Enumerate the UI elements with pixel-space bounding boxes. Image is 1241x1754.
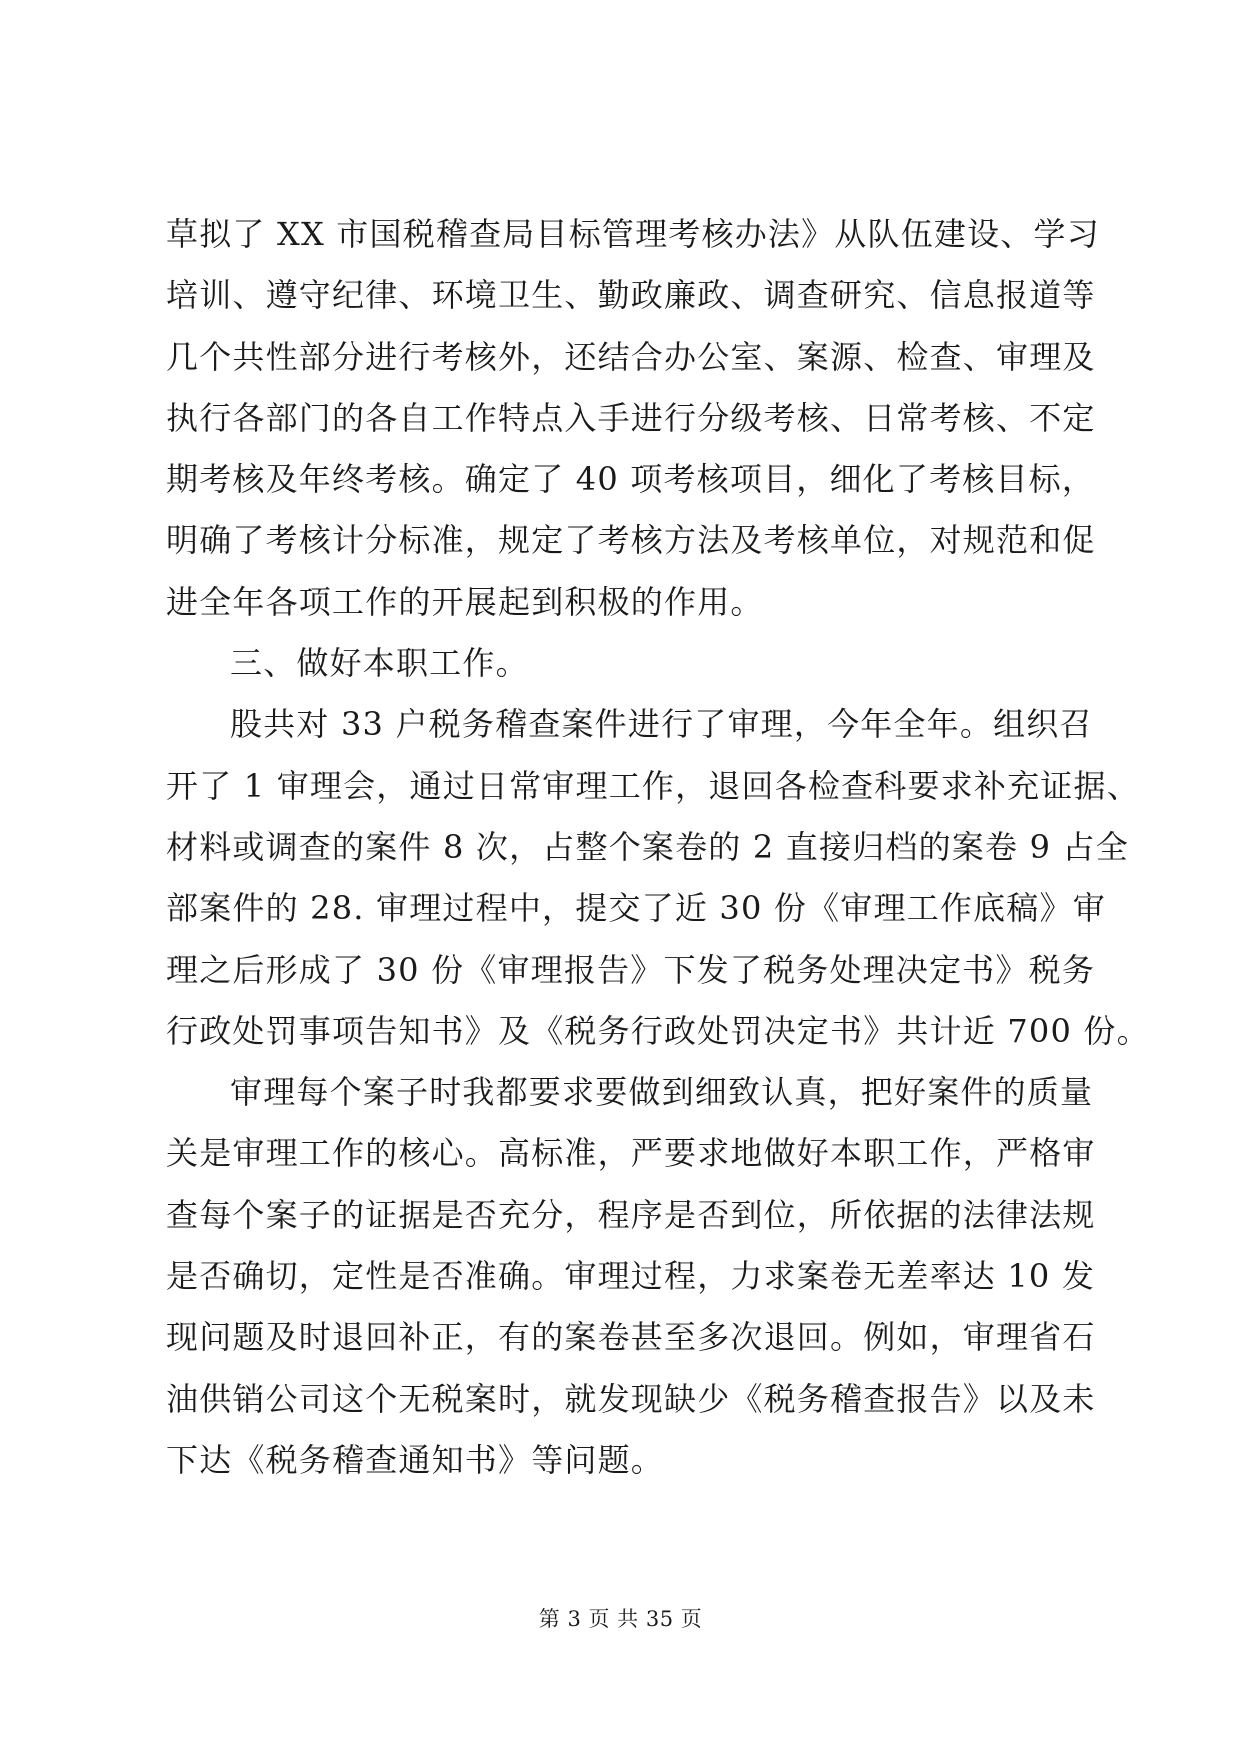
text-line: 是否确切，定性是否准确。审理过程，力求案卷无差率达 10 发 [166,1257,1096,1296]
text-line: 查每个案子的证据是否充分，程序是否到位，所依据的法律法规 [166,1195,1096,1234]
text-line: 明确了考核计分标准，规定了考核方法及考核单位，对规范和促 [166,521,1096,560]
page-footer: 第 3 页 共 35 页 [538,1607,703,1631]
text-line: 关是审理工作的核心。高标准，严要求地做好本职工作，严格审 [166,1134,1096,1173]
text-line: 执行各部门的各自工作特点入手进行分级考核、日常考核、不定 [166,398,1096,437]
text-line: 审理每个案子时我都要求要做到细致认真，把好案件的质量 [230,1073,1094,1112]
text-line: 期考核及年终考核。确定了 40 项考核项目，细化了考核目标， [166,460,1096,499]
text-line: 理之后形成了 30 份《审理报告》下发了税务处理决定书》税务 [166,950,1096,989]
text-line: 油供销公司这个无税案时，就发现缺少《税务稽查报告》以及未 [166,1379,1096,1418]
text-line: 部案件的 28. 审理过程中，提交了近 30 份《审理工作底稿》审 [166,889,1106,928]
text-line: 开了 1 审理会，通过日常审理工作，退回各检查科要求补充证据、 [166,766,1140,805]
text-line: 草拟了 XX 市国税稽查局目标管理考核办法》从队伍建设、学习 [166,215,1100,253]
text-line: 现问题及时退回补正，有的案卷甚至多次退回。例如，审理省石 [166,1318,1096,1357]
text-line: 材料或调查的案件 8 次，占整个案卷的 2 直接归档的案卷 9 占全 [166,827,1129,866]
text-line: 几个共性部分进行考核外，还结合办公室、案源、检查、审理及 [166,337,1096,376]
text-line: 培训、遵守纪律、环境卫生、勤政廉政、调查研究、信息报道等 [166,276,1096,315]
text-line: 下达《税务稽查通知书》等问题。 [166,1440,665,1479]
text-line: 进全年各项工作的开展起到积极的作用。 [166,582,764,621]
section-heading: 三、做好本职工作。 [230,644,529,683]
text-line: 股共对 33 户税务稽查案件进行了审理，今年全年。组织召 [230,705,1093,744]
text-line: 行政处罚事项告知书》及《税务行政处罚决定书》共计近 700 份。 [166,1011,1150,1050]
document-body [166,204,1150,1491]
